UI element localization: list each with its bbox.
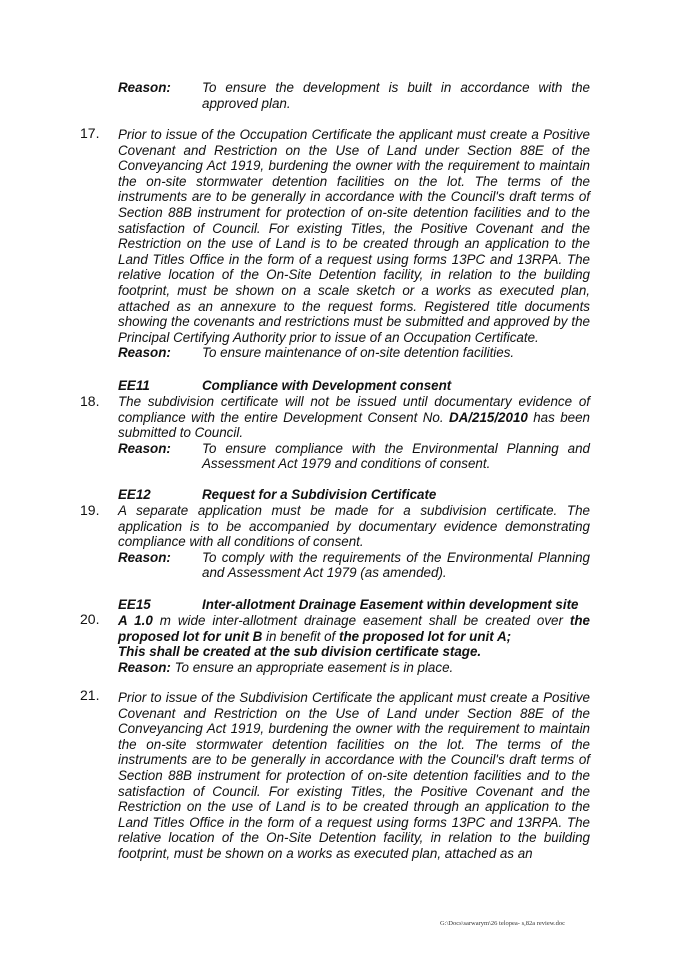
condition-20-body: A 1.0 m wide inter-allotment drainage easement shall be created over the proposed lot for unit B in benefit of the proposed lot for unit A; This shall be created at the sub division certificate stage. (118, 613, 590, 660)
condition-17 (118, 127, 590, 361)
condition-heading: Inter-allotment Drainage Easement within development site (202, 597, 579, 612)
condition-code: EE15 (118, 597, 151, 612)
condition-21-body: Prior to issue of the Subdivision Certificate the applicant must create a Positive Covenant and Restriction on the Use of Land under Section 88E of the Conveyancing Act 1919, burdening the owner with the requirement to maintain the on-site stormwater detention facilities on the lot. The terms of the instruments are to be generally in accordance with the Council's draft terms of Section 88B instrument for protection of on-site detention facilities and to the satisfaction of Council. For existing Titles, the Positive Covenant and the Restriction on the use of Land is to be created through an application to the Land Titles Office in the form of a request using forms 13PC and 13RPA. The relative location of the On-Site Detention facility, in relation to the building footprint, must be shown on a works as executed plan, attached as an (118, 690, 590, 861)
condition-19-reason: To comply with the requirements of the Environmental Planning and Assessment Act 1979 (as amended). (202, 549, 590, 581)
reason-label: Reason: (118, 440, 171, 456)
reason-text: To ensure the development is built in accordance with the approved plan. (202, 80, 590, 111)
reason-label: Reason: (118, 549, 171, 565)
item-number-17: 17. (80, 125, 100, 141)
condition-17-reason: To ensure maintenance of on-site detention facilities. (202, 345, 515, 361)
condition-code: EE11 (118, 378, 150, 393)
condition-20-reason: To ensure an appropriate easement is in place. (174, 659, 454, 675)
condition-heading: Request for a Subdivision Certificate (202, 487, 437, 502)
reason-label: Reason: (118, 80, 171, 95)
item-number-18: 18. (80, 393, 100, 409)
condition-code: EE12 (118, 487, 151, 502)
condition-18-body: The subdivision certificate will not be issued until documentary evidence of compliance with the entire Development Consent No. DA/215/2010 has been submitted to Council. (118, 394, 590, 441)
condition-18 (118, 378, 590, 472)
consent-number: DA/215/2010 (448, 409, 528, 425)
condition-heading: Compliance with Development consent (202, 378, 452, 393)
condition-17-body: Prior to issue of the Occupation Certificate the applicant must create a Positive Covenant and Restriction on the Use of Land under Section 88E of the Conveyancing Act 1919, burdening the owner with the requirement to maintain the on-site stormwater detention facilities on the lot. The terms of the instruments are to be generally in accordance with the Council's draft terms of Section 88B instrument for protection of on-site detention facilities and to the satisfaction of Council. For existing Titles, the Positive Covenant and the Restriction on the use of Land is to be created through an application to the Land Titles Office in the form of a request using forms 13PC and 13RPA. The relative location of the On-Site Detention facility, in relation to the building footprint, must be shown on a scale sketch or a works as executed plan, attached as an annexure to the request forms. Registered title documents showing the covenants and restrictions must be submitted and approved by the Principal Certifying Authority prior to issue of an Occupation Certificate. (118, 127, 590, 345)
condition-21 (118, 690, 590, 862)
item-number-20: 20. (80, 611, 100, 627)
condition-18-reason: To ensure compliance with the Environmental Planning and Assessment Act 1979 and conditions of consent. (202, 440, 590, 472)
item-number-19: 19. (80, 502, 100, 518)
reason-label: Reason: (118, 659, 171, 675)
item-number-21: 21. (80, 687, 100, 703)
condition-19 (118, 487, 590, 581)
footer-file-path: G:\Docs\sarwarym\26 telopea- s,82a review.doc (440, 920, 566, 927)
condition-20 (118, 597, 590, 675)
condition-19-body: A separate application must be made for a subdivision certificate. The application is to be accompanied by documentary evidence demonstrating compliance with all conditions of consent. (118, 503, 590, 550)
reason-label: Reason: (118, 345, 171, 361)
top-reason (118, 80, 590, 111)
